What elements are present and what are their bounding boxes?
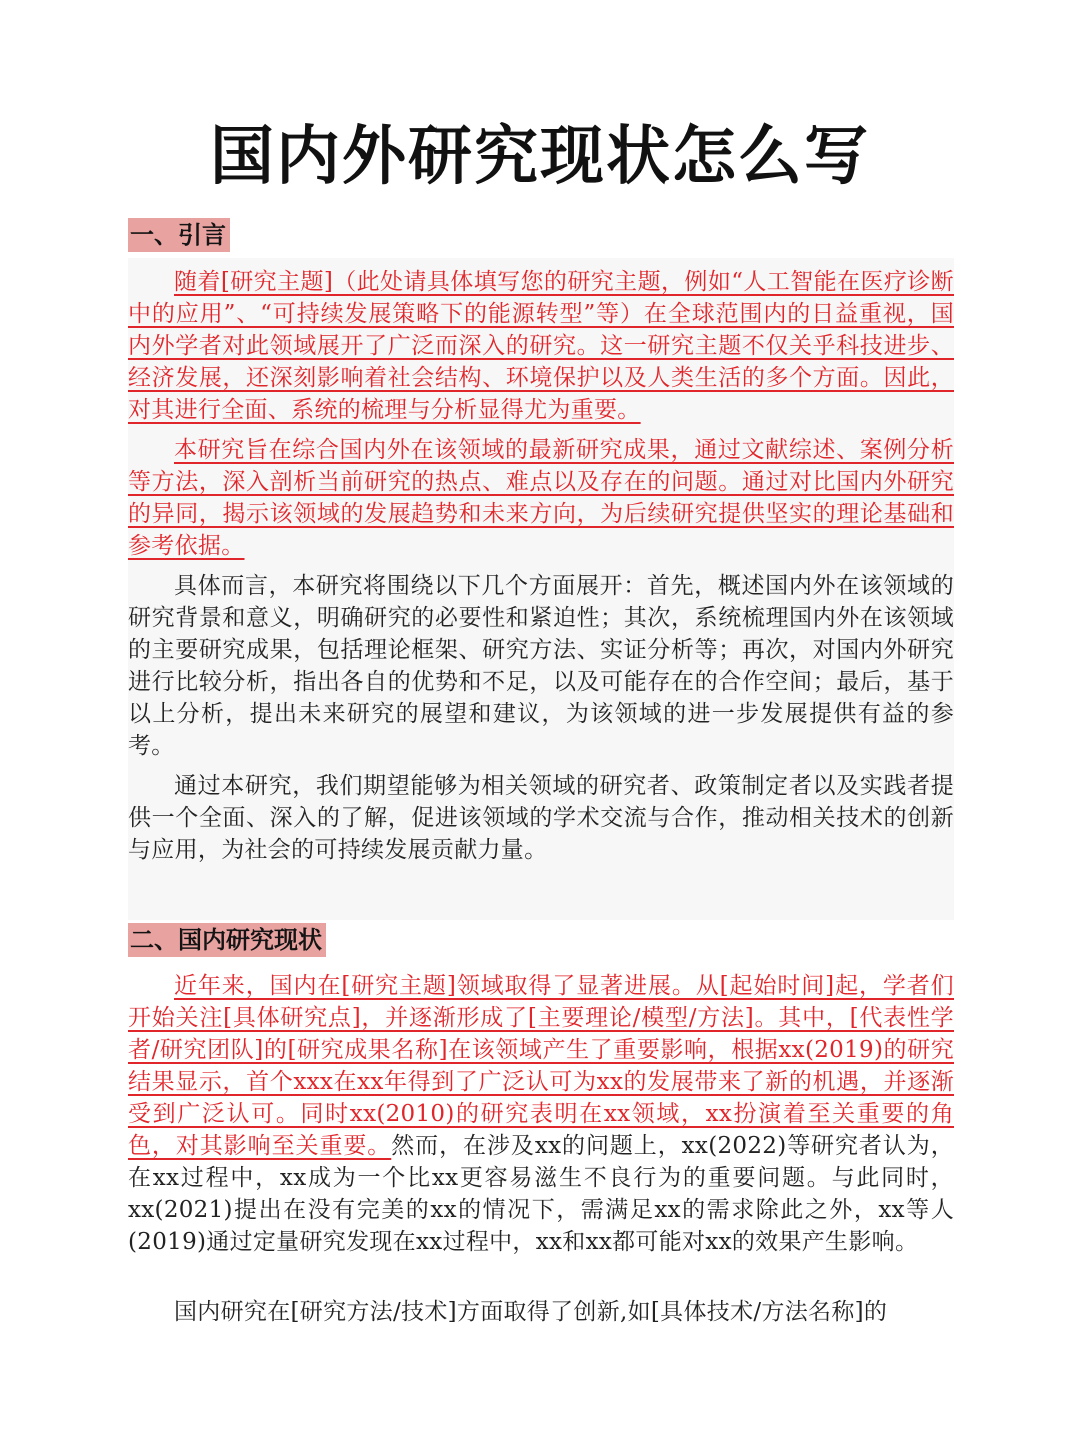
highlighted-text: 本研究旨在综合国内外在该领域的最新研究成果，通过文献综述、案例分析等方法，深入剖析当前研究的热点、难点以及存在的问题。通过对比国内外研究的异同，揭示该领域的发展趋势和未来方向，为后续研究提供坚实的理论基础和参考依据。 (128, 437, 954, 559)
section-introduction (128, 218, 954, 252)
intro-paragraph-1 (128, 266, 954, 426)
highlighted-text: 近年来，国内在[研究主题]领域取得了显著进展。从[起始时间]起，学者们开始关注[具体研究点]，并逐渐形成了[主要理论/模型/方法]。其中，[代表性学者/研究团队]的[研究成果名称]在该领域产生了重要影响，根据xx(2019)的研究结果显示，首个xxx在xx年得到了广泛认可为xx的发展带来了新的机遇，并逐渐受到广泛认可。同时xx(2010)的研究表明在xx领域，xx扮演着至关重要的角色，对其影响至关重要。 (128, 973, 954, 1159)
body-text: 然而，在涉及xx的问题上，xx(2022)等研究者认为，在xx过程中，xx成为一个比xx更容易滋生不良行为的重要问题。与此同时，xx(2021)提出在没有完美的xx的情况下，需满足xx的需求除此之外，xx等人(2019)通过定量研究发现在xx过程中，xx和xx都可能对xx的效果产生影响。 (128, 1133, 954, 1255)
body-text: 具体而言，本研究将围绕以下几个方面展开：首先，概述国内外在该领域的研究背景和意义，明确研究的必要性和紧迫性；其次，系统梳理国内外在该领域的主要研究成果，包括理论框架、研究方法、实证分析等；再次，对国内外研究进行比较分析，指出各自的优势和不足，以及可能存在的合作空间；最后，基于以上分析，提出未来研究的展望和建议，为该领域的进一步发展提供有益的参考。 (128, 573, 954, 759)
intro-paragraph-4 (128, 770, 954, 866)
domestic-paragraph-2 (128, 1296, 954, 1328)
section-heading: 二、国内研究现状 (128, 923, 326, 957)
intro-paragraph-3 (128, 570, 954, 762)
page-title: 国内外研究现状怎么写 (210, 120, 870, 194)
intro-paragraph-2 (128, 434, 954, 562)
domestic-paragraph-1 (128, 970, 954, 1258)
section-heading: 一、引言 (128, 218, 230, 252)
highlighted-text: 随着[研究主题]（此处请具体填写您的研究主题，例如“人工智能在医疗诊断中的应用”、“可持续发展策略下的能源转型”等）在全球范围内的日益重视，国内外学者对此领域展开了广泛而深入的研究。这一研究主题不仅关乎科技进步、经济发展，还深刻影响着社会结构、环境保护以及人类生活的多个方面。因此，对其进行全面、系统的梳理与分析显得尤为重要。 (128, 269, 954, 423)
body-text: 国内研究在[研究方法/技术]方面取得了创新,如[具体技术/方法名称]的 (174, 1299, 888, 1325)
body-text: 通过本研究，我们期望能够为相关领域的研究者、政策制定者以及实践者提供一个全面、深入的了解，促进该领域的学术交流与合作，推动相关技术的创新与应用，为社会的可持续发展贡献力量。 (128, 773, 954, 863)
section-domestic-research (128, 923, 954, 957)
